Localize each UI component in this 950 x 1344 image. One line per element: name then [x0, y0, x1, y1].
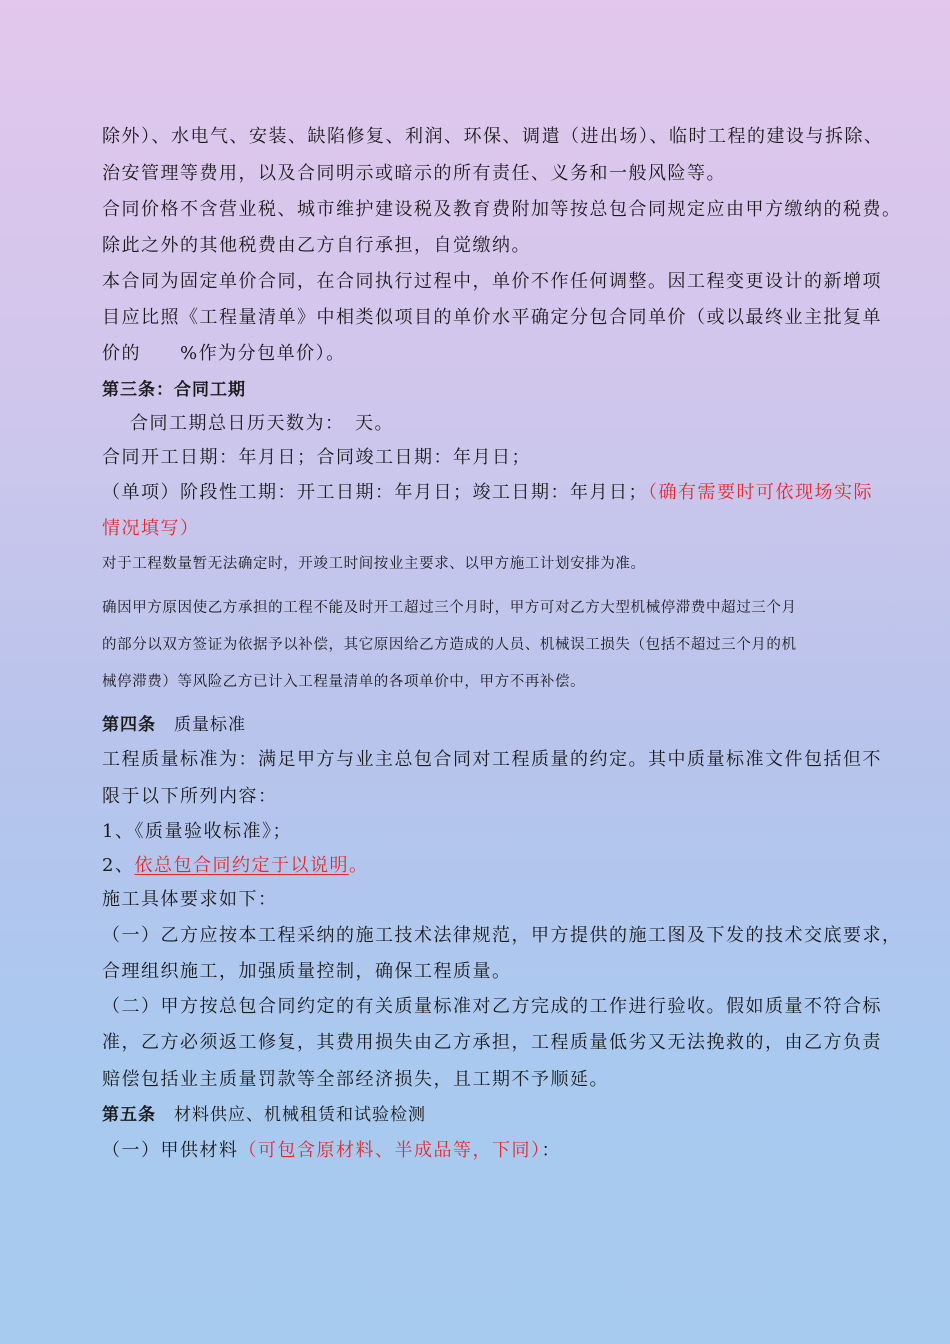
- paragraph-text: 除此之外的其他税费由乙方自行承担，自觉缴纳。: [102, 235, 531, 256]
- paragraph-text: 合同价格不含营业税、城市维护建设税及教育费附加等按总包合同规定应由甲方缴纳的税费。: [102, 199, 902, 220]
- supplied-materials-label: （一）甲供材料: [102, 1140, 239, 1161]
- quality-standard-text: 工程质量标准为：满足甲方与业主总包合同对工程质量的约定。其中质量标准文件包括但不: [102, 749, 882, 770]
- article-5-number: 第五条: [102, 1105, 156, 1125]
- red-underlined-text: 依总包合同约定于以说明: [134, 855, 349, 876]
- requirement-text: （二）甲方按总包合同约定的有关质量标准对乙方完成的工作进行验收。假如质量不符合标: [102, 996, 882, 1017]
- contract-dates-text: 合同开工日期：年月日；合同竣工日期：年月日；: [102, 447, 531, 468]
- requirements-title: 施工具体要求如下：: [102, 889, 278, 910]
- paragraph-text: 价的 %作为分包单价）。: [102, 343, 346, 364]
- requirement-text: 准，乙方必须返工修复，其费用损失由乙方承担，工程质量低劣又无法挽救的，由乙方负责: [102, 1032, 882, 1053]
- article-4-number: 第四条: [102, 715, 156, 735]
- total-days-text: 合同工期总日历天数为： 天。: [130, 413, 394, 434]
- paragraph-text: 目应比照《工程量清单》中相类似项目的单价水平确定分包合同单价（或以最终业主批复单: [102, 307, 882, 328]
- article-4-title: 质量标准: [156, 715, 246, 735]
- stage-dates-label: （单项）阶段性工期：开工日期：年月日；竣工日期：年月日；: [102, 482, 648, 503]
- delay-note: 械停滞费）等风险乙方已计入工程量清单的各项单价中，甲方不再补偿。: [102, 674, 586, 690]
- requirement-text: 赔偿包括业主质量罚款等全部经济损失，且工期不予顺延。: [102, 1069, 609, 1090]
- list-punctuation: 。: [348, 855, 369, 876]
- paragraph-text: 除外）、水电气、安装、缺陷修复、利润、环保、调遣（进出场）、临时工程的建设与拆除、: [102, 126, 884, 147]
- standard-list-item: [102, 854, 892, 878]
- requirement-text: 合理组织施工，加强质量控制，确保工程质量。: [102, 961, 512, 982]
- delay-note: 的部分以双方签证为依据予以补偿，其它原因给乙方造成的人员、机械误工损失（包括不超过三个月的机: [102, 637, 797, 653]
- paragraph-text: 本合同为固定单价合同，在合同执行过程中，单价不作任何调整。因工程变更设计的新增项: [102, 271, 882, 292]
- stage-dates-text: [102, 481, 892, 505]
- requirement-text: （一）乙方应按本工程采纳的施工技术法律规范，甲方提供的施工图及下发的技术交底要求，: [102, 925, 902, 946]
- supplied-materials-colon: ：: [541, 1140, 561, 1161]
- quantity-note: 对于工程数量暂无法确定时，开竣工时间按业主要求、以甲方施工计划安排为准。: [102, 556, 646, 572]
- quality-standard-text: 限于以下所列内容：: [102, 786, 278, 807]
- article-3-heading: 第三条：合同工期: [102, 380, 246, 400]
- article-5-title: 材料供应、机械租赁和试验检测: [156, 1105, 426, 1125]
- delay-note: 确因甲方原因使乙方承担的工程不能及时开工超过三个月时，甲方可对乙方大型机械停滞费中超过三个月: [102, 600, 797, 616]
- article-5-heading: [102, 1103, 892, 1127]
- standard-list-item: 1、《质量验收标准》；: [102, 821, 292, 842]
- stage-dates-note-cont: 情况填写）: [102, 518, 200, 539]
- article-4-heading: [102, 713, 892, 737]
- supplied-materials-text: [102, 1139, 892, 1163]
- list-number: 2、: [102, 855, 135, 876]
- supplied-materials-note: （可包含原材料、半成品等，下同）: [238, 1140, 542, 1161]
- stage-dates-note: （确有需要时可依现场实际: [648, 482, 873, 503]
- paragraph-text: 治安管理等费用，以及合同明示或暗示的所有责任、义务和一般风险等。: [102, 163, 726, 184]
